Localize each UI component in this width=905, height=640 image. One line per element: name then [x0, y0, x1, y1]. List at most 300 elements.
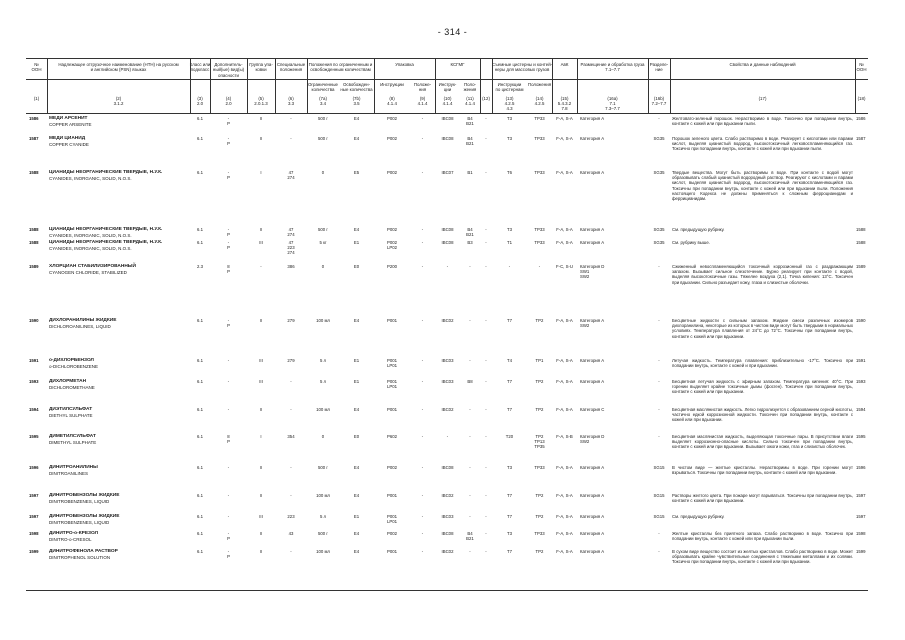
cell-eq: E4	[353, 407, 360, 412]
cell-tank: T7	[506, 514, 513, 519]
un-number-right: 1599	[856, 549, 866, 554]
cell-pi: P001 LP01	[386, 514, 398, 525]
un-number: 1597	[29, 514, 39, 519]
cell-cls: 6.1	[197, 465, 203, 470]
cell-sp: -	[290, 116, 292, 121]
cell-seg: -	[658, 531, 660, 536]
cell-ibcp: -	[469, 493, 471, 498]
cell-tankp: TP2	[535, 549, 544, 554]
cell-seg: -	[658, 358, 660, 363]
column-number-no2: (18)	[857, 96, 866, 101]
column-ref-cls: 2.0	[196, 101, 204, 106]
column-number-risk: (4)	[225, 96, 232, 101]
cell-properties: Желтовато-зеленый порошок. Нерастворимо в воде. Токсично при попадании внутрь, контакте с кожей или при вдыхании пыли.	[672, 116, 853, 127]
cell-tank: T7	[506, 493, 513, 498]
cell-seg: SG15	[653, 493, 665, 498]
column-number-lq: (7a)	[319, 96, 327, 101]
cell-eq: E5	[353, 170, 360, 175]
cell-risk: -	[227, 514, 230, 519]
column-ref-pg: 2.0.1.3	[254, 101, 268, 106]
cell-ibc: IBC08	[441, 531, 454, 536]
cell-properties: Бесцветная летучая жидкость с эфирным запахом. Температура кипения: 40°С. При горении выделяет крайне токсичные дымы (фосген). Токсичен при попадании внутрь, контакте с кожей или при вдыхании.	[672, 379, 853, 395]
column-ref-ems: 5.4.3.2 7.8	[557, 101, 572, 112]
cell-ems: F-A, S-A	[556, 170, 573, 175]
cell-ibc: IBC02	[441, 407, 454, 412]
column-rule	[374, 58, 375, 113]
cell-sp: 43	[288, 531, 294, 536]
column-rule	[492, 58, 493, 113]
cell-pi: P001 LP01	[386, 358, 398, 369]
proper-shipping-name-ru: МЕДИ ЦИАНИД	[49, 136, 86, 141]
page-number: - 314 -	[437, 27, 468, 37]
cell-lq: 5 л	[319, 514, 327, 519]
cell-pi: P002	[386, 170, 398, 175]
cell-pp: -	[421, 318, 424, 323]
cell-lq: 5 л	[319, 379, 327, 384]
cell-cls: 6.1	[197, 434, 203, 439]
proper-shipping-name-ru: о-ДИХЛОРБЕНЗОЛ	[49, 358, 94, 363]
cell-seg: SG35	[653, 136, 665, 141]
cell-pg: II	[259, 549, 263, 554]
cell-pp: -	[421, 264, 424, 269]
column-rule	[670, 58, 671, 113]
cell-pg: III	[259, 379, 263, 384]
proper-shipping-name-ru: ЦИАНИДЫ НЕОРГАНИЧЕСКИЕ ТВЕРДЫЕ, Н.У.К.	[49, 240, 163, 245]
column-ref-risk: 2.0	[225, 101, 232, 106]
cell-pg: II	[259, 531, 263, 536]
cell-tankp: TP2	[535, 379, 544, 384]
column-ref-stow: 7.1 7.3–7.7	[605, 101, 620, 112]
cell-c12: -	[485, 116, 487, 121]
proper-shipping-name-en: o-DICHLOROBENZENE	[49, 364, 99, 369]
cell-cls: 6.1	[197, 358, 203, 363]
cell-pg: III	[259, 514, 263, 519]
proper-shipping-name-en: CYANIDES, INORGANIC, SOLID, N.O.S.	[49, 233, 132, 238]
proper-shipping-name-en: DINITROBENZENES, LIQUID	[49, 520, 110, 525]
cell-sp: 47 274	[287, 170, 295, 181]
cell-properties: Летучая жидкость. Температура плавления: приблизительно -17°С. Токсично при попадании внутрь, контакте с кожей и при вдыхании.	[672, 358, 853, 369]
cell-ibc: IBC03	[441, 514, 454, 519]
cell-eq: E4	[353, 227, 360, 232]
cell-ibc: IBC08	[441, 136, 454, 141]
cell-c12: -	[485, 358, 487, 363]
group-header-packing: Упаковка	[395, 62, 414, 67]
cell-tankp: TP2	[535, 514, 544, 519]
column-header-pp: Положе- ния	[413, 82, 432, 93]
cell-tankp: -	[538, 264, 541, 269]
cell-tankp: TP2 TP13 TP35	[534, 434, 545, 450]
cell-properties: Сжиженный невоспламеняющийся токсичный коррозионный газ с раздражающим запахом. Вызывает сильное слезотечение. Бурно реагирует при контакте с водой, выделяя высокотоксичные газы. Тяжелее воздуха (2,1). Точка кипения: 13°С. Токсичен при вдыхании. Сильно разъедает кожу, глаза и слизистые оболочки.	[672, 264, 853, 285]
column-rule	[247, 58, 248, 113]
cell-pg: III	[259, 358, 263, 363]
cell-c12: -	[485, 318, 487, 323]
column-number-no: (1)	[33, 96, 40, 101]
column-number-eq: (7b)	[352, 96, 361, 101]
cell-risk: -	[227, 379, 230, 384]
un-number-right: 1590	[856, 318, 866, 323]
column-header-name: Надлежащее отгрузочное наименование (НТН) на русском и английском (PSN) языках	[58, 62, 179, 73]
un-number-right: 1589	[856, 264, 866, 269]
cell-sp: -	[290, 136, 292, 141]
cell-eq: E0	[353, 434, 360, 439]
cell-stowage: Категория A	[580, 493, 605, 498]
cell-pp: -	[421, 531, 424, 536]
proper-shipping-name-ru: ХЛОРЦИАН СТАБИЛИЗИРОВАННЫЙ	[49, 264, 136, 269]
cell-pp: -	[421, 170, 424, 175]
column-number-pp: (9)	[419, 96, 426, 101]
cell-risk: - P	[227, 170, 230, 181]
column-header-tankp: Положения	[527, 82, 552, 87]
cell-pi: P002	[386, 136, 398, 141]
cell-pg: I	[260, 434, 262, 439]
cell-pi: P200	[386, 264, 398, 269]
cell-pp: -	[421, 493, 424, 498]
cell-stowage: Категория C	[580, 407, 605, 412]
cell-c12: -	[485, 136, 487, 141]
group-header-ibc: КСГМГ	[450, 62, 465, 67]
cell-tank: T3	[506, 465, 513, 470]
cell-sp: -	[290, 493, 292, 498]
cell-stowage: Категория A SW2	[580, 318, 605, 329]
cell-pg: III	[259, 240, 263, 245]
column-header-tank: Инструкции по цистернам	[495, 82, 524, 93]
proper-shipping-name-en: COPPER ARSENITE	[49, 122, 92, 127]
cell-pi: P002	[386, 531, 398, 536]
cell-ibc: IBC03	[441, 358, 454, 363]
un-number: 1589	[29, 264, 39, 269]
cell-risk: - P	[227, 136, 230, 147]
cell-seg: SG15	[653, 465, 665, 470]
cell-pp: -	[421, 116, 424, 121]
cell-c12: -	[485, 170, 487, 175]
cell-ibcp: B8	[467, 379, 473, 384]
cell-risk: - P	[227, 318, 230, 329]
cell-tankp: TP33	[534, 116, 545, 121]
cell-cls: 6.1	[197, 493, 203, 498]
cell-eq: E1	[353, 358, 360, 363]
cell-properties: Бесцветная маслянистая жидкость. Легко гидролизуется с образованием серной кислоты, частично едкой коррозионной жидкости. Токсичен при попадании внутрь, контакте с кожей или при вдыхании.	[672, 407, 853, 423]
cell-ems: F-A, S-A	[556, 379, 573, 384]
cell-stowage: Категория A	[580, 379, 605, 384]
proper-shipping-name-en: CYANIDES, INORGANIC, SOLID, N.O.S.	[49, 176, 132, 181]
un-number: 1593	[29, 379, 39, 384]
cell-tank: T3	[506, 116, 513, 121]
un-number-right: 1591	[856, 358, 866, 363]
cell-c12: -	[485, 434, 487, 439]
proper-shipping-name-ru: ДИМЕТИЛСУЛЬФАТ	[49, 434, 96, 439]
un-number-right: 1593	[856, 379, 866, 384]
cell-lq: 500 г	[318, 227, 328, 232]
cell-eq: E1	[353, 514, 360, 519]
column-header-ibcp: Поло- жения	[463, 82, 477, 93]
cell-ems: F-A, S-A	[556, 531, 573, 536]
cell-risk: 8 P	[227, 264, 230, 275]
cell-pg: II	[259, 465, 263, 470]
cell-pi: P002	[386, 465, 398, 470]
cell-sp: -	[290, 549, 292, 554]
cell-ems: F-A, S-A	[556, 549, 573, 554]
cell-pg: II	[259, 407, 263, 412]
cell-tank: T3	[506, 136, 513, 141]
column-rule	[480, 58, 481, 113]
cell-lq: 5 кг	[319, 240, 327, 245]
column-ref-seg: 7.2–7.7	[651, 101, 667, 106]
cell-seg: SG35	[653, 240, 665, 245]
cell-seg: -	[658, 549, 660, 554]
cell-pg: II	[259, 116, 263, 121]
cell-stowage: Категория A	[580, 170, 605, 175]
cell-stowage: Категория A	[580, 465, 605, 470]
cell-risk: -	[227, 465, 230, 470]
column-number-pi: (8)	[389, 96, 395, 101]
cell-risk: -	[227, 493, 230, 498]
cell-ibc: IBC07	[441, 170, 454, 175]
column-header-cls: Класс или подкласс	[189, 62, 211, 73]
un-number-right: 1594	[856, 407, 866, 412]
cell-eq: E1	[353, 240, 360, 245]
cell-c12: -	[485, 465, 487, 470]
cell-cls: 6.1	[197, 531, 203, 536]
proper-shipping-name-en: DINITROBENZENES, LIQUID	[49, 499, 110, 504]
cell-seg: -	[658, 407, 660, 412]
un-number: 1588	[29, 227, 39, 232]
un-number: 1596	[29, 465, 39, 470]
cell-sp: 386	[287, 264, 295, 269]
cell-pi: P001	[386, 318, 398, 323]
proper-shipping-name-en: CYANIDES, INORGANIC, SOLID, N.O.S.	[49, 246, 132, 251]
cell-risk: - P	[227, 240, 230, 251]
cell-tank: T20	[505, 434, 514, 439]
un-number: 1598	[29, 531, 39, 536]
cell-pg: II	[259, 136, 263, 141]
cell-ibcp: -	[469, 358, 471, 363]
cell-properties: В чистом виде — желтые кристаллы. Нерастворимы в воде. При горении могут взрываться. Токсичны при попадании внутрь, контакте с кожей или при вдыхании.	[672, 465, 853, 476]
cell-tank: T6	[506, 170, 513, 175]
cell-sp: -	[290, 379, 292, 384]
proper-shipping-name-ru: ДИНИТРОБЕНЗОЛЫ ЖИДКИЕ	[49, 493, 120, 498]
column-rule	[210, 58, 211, 113]
column-rule	[435, 58, 436, 113]
cell-ems: F-A, S-A	[556, 227, 573, 232]
cell-properties: Твердые вещества. Могут быть растворимы в воде. При контакте с водой могут образовывать слабый цианистый водородный раствор. Реагируют с кислотами и парами кислот, выделяя цианистый водород, высокотоксичный легковоспламеняющийся газ. Токсичны при попадании внутрь, контакте с кожей или при вдыхании пыли. Положения настоящего Кодекса не должны применяться к сложным ферроцианидам и феррицианидам.	[672, 170, 853, 202]
column-number-tank: (13)	[505, 96, 514, 101]
group-header-ems: АвК	[560, 62, 569, 67]
cell-ibcp: B1	[467, 170, 473, 175]
column-rule	[552, 58, 553, 113]
cell-tankp: TP33	[534, 227, 545, 232]
cell-properties: Растворы желтого цвета. При пожаре могут взрываться. Токсичны при попадании внутрь, контакте с кожей или при вдыхании.	[672, 493, 853, 504]
un-number-right: 1588	[856, 240, 866, 245]
cell-ibcp: -	[469, 264, 471, 269]
cell-eq: E4	[353, 318, 360, 323]
cell-ems: F-A, S-A	[556, 514, 573, 519]
cell-ibcp: B4 B21	[466, 531, 474, 542]
proper-shipping-name-ru: ДИХЛОРМЕТАН	[49, 379, 87, 384]
cell-stowage: Категория A	[580, 240, 605, 245]
cell-lq: 500 г	[318, 136, 328, 141]
cell-stowage: Категория A	[580, 136, 605, 141]
cell-cls: 2.3	[197, 264, 203, 269]
column-rule	[307, 58, 308, 113]
cell-ibcp: B3	[467, 240, 473, 245]
cell-sp: 279	[287, 318, 295, 323]
cell-ems: F-A, S-A	[556, 358, 573, 363]
cell-c12: -	[485, 379, 487, 384]
un-number-right: 1598	[856, 531, 866, 536]
column-number-sp: (6)	[288, 96, 294, 101]
cell-cls: 6.1	[197, 318, 203, 323]
column-header-risk: Дополнитель- ный(ые) вид(ы) опасности	[212, 62, 245, 78]
un-number-right: 1586	[856, 116, 866, 121]
cell-lq: 100 мл	[316, 549, 330, 554]
cell-pi: P001	[386, 549, 398, 554]
cell-pp: -	[421, 407, 424, 412]
column-ref-tank: 4.2.5 4.3	[504, 101, 515, 112]
column-header-lq: Ограниченные количества	[308, 82, 338, 93]
column-header-sp: Специальные положения	[276, 62, 306, 73]
cell-pg: -	[260, 264, 262, 269]
group-rule	[26, 79, 868, 80]
cell-pi: P001 LP01	[386, 379, 398, 390]
proper-shipping-name-en: DIETHYL SULPHATE	[49, 413, 93, 418]
proper-shipping-name-ru: ДИХЛОРАНИЛИНЫ ЖИДКИЕ	[49, 318, 117, 323]
cell-ibc: IBC02	[441, 549, 454, 554]
column-rule	[577, 58, 578, 113]
cell-eq: E4	[353, 493, 360, 498]
un-number: 1590	[29, 318, 39, 323]
cell-pp: -	[421, 434, 424, 439]
cell-lq: 5 л	[319, 358, 327, 363]
cell-ems: F-A, S-A	[556, 136, 573, 141]
cell-seg: -	[658, 318, 660, 323]
cell-tankp: TP33	[534, 531, 545, 536]
cell-seg: -	[658, 379, 660, 384]
cell-eq: E4	[353, 549, 360, 554]
cell-risk: - P	[227, 116, 230, 127]
cell-tank: T7	[506, 318, 513, 323]
cell-ibc: IBC02	[441, 318, 454, 323]
cell-tankp: TP33	[534, 136, 545, 141]
proper-shipping-name-en: DIMETHYL SULPHATE	[49, 440, 97, 445]
cell-stowage: Категория D SW2	[580, 434, 605, 445]
table-bottom-rule	[26, 590, 868, 591]
cell-pg: II	[259, 318, 263, 323]
cell-tankp: TP2	[535, 318, 544, 323]
cell-seg: -	[658, 116, 660, 121]
cell-cls: 6.1	[197, 116, 203, 121]
cell-pp: -	[421, 549, 424, 554]
un-number-right: 1587	[856, 136, 866, 141]
cell-sp: -	[290, 465, 292, 470]
cell-ems: F-A, S-A	[556, 465, 573, 470]
cell-ibc: IBC08	[441, 240, 454, 245]
cell-stowage: Категория A	[580, 514, 605, 519]
proper-shipping-name-ru: ЦИАНИДЫ НЕОРГАНИЧЕСКИЕ ТВЕРДЫЕ, Н.У.К.	[49, 170, 163, 175]
proper-shipping-name-en: DINITRO-o-CRESOL	[49, 537, 92, 542]
cell-lq: 0	[321, 170, 325, 175]
cell-sp: 354	[287, 434, 295, 439]
proper-shipping-name-en: DINITROPHENOL SOLUTION	[49, 555, 111, 560]
cell-lq: 0	[321, 434, 325, 439]
cell-tank: T7	[506, 549, 513, 554]
cell-sp: 279	[287, 358, 295, 363]
cell-cls: 6.1	[197, 227, 203, 232]
cell-seg: -	[658, 264, 660, 269]
cell-ibcp: -	[469, 549, 471, 554]
cell-cls: 6.1	[197, 240, 203, 245]
proper-shipping-name-en: DICHLOROANILINES, LIQUID	[49, 324, 111, 329]
column-ref-lq: 3.4	[319, 101, 327, 106]
column-ref-name: 3.1.2	[113, 101, 124, 106]
cell-ibcp: -	[469, 465, 471, 470]
cell-pi: P002 LP02	[386, 240, 398, 251]
proper-shipping-name-en: CYANOGEN CHLORIDE, STABILIZED	[49, 270, 127, 275]
cell-lq: 100 мл	[316, 318, 330, 323]
proper-shipping-name-ru: ЦИАНИДЫ НЕОРГАНИЧЕСКИЕ ТВЕРДЫЕ, Н.У.К.	[49, 227, 163, 232]
cell-c12: -	[485, 407, 487, 412]
cell-ibcp: -	[469, 318, 471, 323]
proper-shipping-name-ru: ДИНИТРО-о-КРЕЗОЛ	[49, 531, 98, 536]
cell-risk: - P	[227, 549, 230, 560]
cell-lq: 100 мл	[316, 407, 330, 412]
proper-shipping-name-en: DICHLOROMETHANE	[49, 385, 95, 390]
cell-lq: 500 г	[318, 465, 328, 470]
cell-ems: F-C, S-U	[556, 264, 573, 269]
proper-shipping-name-en: COPPER CYANIDE	[49, 142, 89, 147]
column-number-name: (2)	[115, 96, 122, 101]
cell-pi: P002	[386, 227, 398, 232]
cell-risk: - P	[227, 531, 230, 542]
cell-tank: -	[508, 264, 511, 269]
un-number: 1599	[29, 549, 39, 554]
cell-tankp: TP33	[534, 170, 545, 175]
proper-shipping-name-ru: ДИНИТРОФЕНОЛА РАСТВОР	[49, 549, 118, 554]
cell-seg: SG35	[653, 227, 665, 232]
cell-ibc: IBC08	[441, 227, 454, 232]
cell-ibcp: B4 B21	[466, 227, 474, 238]
column-number-seg: (16b)	[653, 96, 665, 101]
cell-eq: E1	[353, 379, 360, 384]
cell-stowage: Категория A	[580, 358, 605, 363]
cell-sp: 223	[287, 514, 295, 519]
cell-ems: F-A, S-B	[556, 434, 573, 439]
cell-eq: E4	[353, 136, 360, 141]
cell-cls: 6.1	[197, 136, 203, 141]
column-header-props: Свойства и данные наблюдений	[729, 62, 796, 67]
header-bottom-rule	[26, 113, 868, 114]
cell-pp: -	[421, 240, 424, 245]
cell-tank: T3	[506, 227, 513, 232]
column-number-pg: (5)	[258, 96, 264, 101]
cell-pp: -	[421, 227, 424, 232]
cell-eq: E4	[353, 465, 360, 470]
un-number: 1587	[29, 136, 39, 141]
cell-ems: F-A, S-A	[556, 407, 573, 412]
cell-cls: 6.1	[197, 514, 203, 519]
cell-ibcp: B4 B21	[466, 116, 474, 127]
cell-cls: 6.1	[197, 379, 203, 384]
cell-tank: T7	[506, 407, 513, 412]
cell-ems: F-A, S-A	[556, 116, 573, 121]
column-rule	[855, 58, 856, 113]
column-number-ems: (15)	[560, 96, 569, 101]
cell-ibcp: -	[469, 434, 471, 439]
cell-pp: -	[421, 514, 424, 519]
proper-shipping-name-ru: ДИЭТИЛСУЛЬФАТ	[49, 407, 93, 412]
cell-pg: II	[259, 227, 263, 232]
cell-c12: -	[485, 549, 487, 554]
group-header-limited: Положения по ограниченным и освобожденным количествам	[308, 62, 373, 73]
